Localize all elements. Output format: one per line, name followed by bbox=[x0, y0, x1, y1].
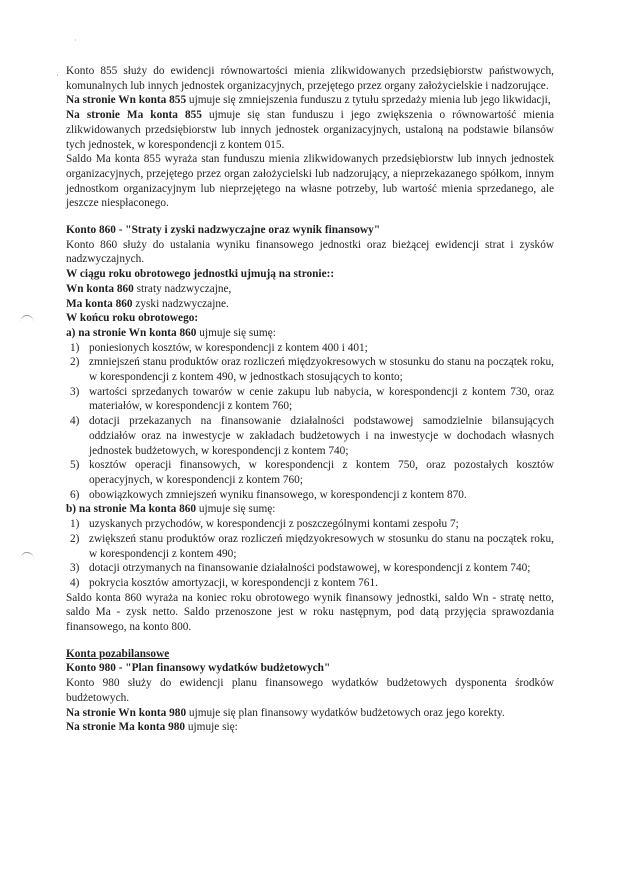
list-item bbox=[66, 488, 554, 503]
off-balance-heading: Konta pozabilansowe bbox=[66, 647, 170, 660]
list-item-text: poniesionych kosztów, w korespondencji z kontem 400 i 401; bbox=[89, 341, 368, 354]
end-year-heading: W końcu roku obrotowego: bbox=[66, 312, 199, 325]
konto-980-wn-paragraph bbox=[66, 706, 554, 721]
konto-855-wn-paragraph bbox=[66, 93, 554, 108]
konto-980-description: Konto 980 służy do ewidencji planu finansowego wydatków budżetowych dysponenta środków budżetowych. bbox=[66, 677, 554, 704]
konto-980-ma-text: ujmuje się: bbox=[185, 721, 238, 734]
list-item-number: 5) bbox=[70, 459, 80, 472]
list-item-number: 4) bbox=[70, 415, 80, 428]
list-item-number: 3) bbox=[70, 385, 80, 398]
section-a-label: a) na stronie Wn konta 860 bbox=[66, 326, 197, 339]
konto-980-title: Konto 980 - "Plan finansowy wydatków budżetowych" bbox=[66, 662, 331, 675]
konto-860-title: Konto 860 - "Straty i zyski nadzwyczajne oraz wynik finansowy" bbox=[66, 224, 381, 237]
list-item bbox=[66, 385, 554, 414]
list-item-number: 6) bbox=[70, 488, 80, 501]
list-item-text: uzyskanych przychodów, w korespondencji z poszczególnymi kontami zespołu 7; bbox=[89, 518, 459, 531]
list-item bbox=[66, 458, 554, 487]
list-item-number: 1) bbox=[70, 341, 80, 354]
section-b-heading bbox=[66, 502, 554, 517]
list-item-number: 2) bbox=[70, 356, 80, 369]
list-item-text: zwiększeń stanu produktów oraz rozliczeń międzyokresowych w stosunku do stanu na początek roku, w korespondencji z kontem 490; bbox=[89, 532, 554, 560]
list-item-text: dotacji przekazanych na finansowanie działalności podstawowej samodzielnie bilansujących oddziałów oraz na inwestycje w zakładach budżetowych i na inwestycje w dochodach własnych jednostek budżetowych, w korespondencji z kontem 740; bbox=[89, 415, 554, 457]
section-a-text: ujmuje się sumę: bbox=[196, 326, 276, 339]
section-a-list bbox=[66, 341, 554, 503]
konto-855-ma-paragraph bbox=[66, 108, 554, 152]
list-item-number: 3) bbox=[70, 562, 80, 575]
list-item bbox=[66, 355, 554, 384]
konto-980-wn-text: ujmuje się plan finansowy wydatków budżetowych oraz jego korekty. bbox=[186, 706, 505, 719]
konto-855-ma-label: Na stronie Ma konta 855 bbox=[66, 109, 202, 122]
document-page bbox=[66, 64, 554, 735]
konto-980-ma-paragraph bbox=[66, 720, 554, 735]
konto-980-wn-label: Na stronie Wn konta 980 bbox=[66, 706, 187, 719]
list-item-text: dotacji otrzymanych na finansowanie działalności podstawowej, w korespondencji z kontem 740; bbox=[89, 562, 531, 575]
konto-855-wn-label: Na stronie Wn konta 855 bbox=[66, 94, 187, 107]
list-item bbox=[66, 576, 554, 591]
list-item-text: zmniejszeń stanu produktów oraz rozliczeń międzyokresowych w stosunku do stanu na początek roku, w korespondencji z kontem 490, w jednostkach stosujących to konto; bbox=[89, 356, 554, 384]
list-item-number: 1) bbox=[70, 518, 80, 531]
konto-860-ma-text: zyski nadzwyczajne. bbox=[132, 297, 229, 310]
list-item bbox=[66, 341, 554, 356]
section-b-list bbox=[66, 517, 554, 591]
konto-860-wn-text: straty nadzwyczajne, bbox=[133, 282, 232, 295]
konto-855-ma-text: ujmuje się stan funduszu i jego zwiększenia o równowartość mienia zlikwidowanych przedsiębiorstw lub innych jednostek organizacyjnych, ustaloną na podstawie bilansów tych jednostek, w korespondencji z kontem 015. bbox=[66, 109, 555, 151]
hole-punch-mark bbox=[20, 552, 34, 567]
hole-punch-mark bbox=[20, 315, 34, 330]
konto-860-ma-label: Ma konta 860 bbox=[66, 297, 133, 310]
section-b-label: b) na stronie Ma konta 860 bbox=[66, 503, 197, 516]
list-item bbox=[66, 561, 554, 576]
konto-860-saldo-paragraph: Saldo konta 860 wyraża na koniec roku obrotowego wynik finansowy jednostki, saldo Wn - stratę netto, saldo Ma - zysk netto. Saldo przenoszone jest w roku następnym, pod datą przyjęcia sprawozdania finansowego, na konto 800. bbox=[66, 591, 554, 634]
list-item-text: obowiązkowych zmniejszeń wyniku finansowego, w korespondencji z kontem 870. bbox=[89, 488, 467, 501]
list-item bbox=[66, 532, 554, 561]
list-item-number: 4) bbox=[70, 576, 80, 589]
konto-855-saldo-paragraph: Saldo Ma konta 855 wyraża stan funduszu mienia zlikwidowanych przedsiębiorstw lub innych jednostek organizacyjnych, przejętego przez organ założycielski lub nadzorujący, a nieprzekazanego spółkom, innym jednostkom organizacyjnym lub nieprzejętego na własne potrzeby, lub wartość mienia sprzedanego, ale jeszcze niespłaconego. bbox=[66, 153, 554, 210]
konto-860-wn-line bbox=[66, 282, 554, 297]
section-b-text: ujmuje się sumę: bbox=[196, 503, 276, 516]
scan-dot-mark: · bbox=[56, 70, 59, 80]
konto-860-wn-label: Wn konta 860 bbox=[66, 282, 134, 295]
list-item bbox=[66, 414, 554, 458]
scan-dot-mark: · bbox=[74, 36, 77, 45]
konto-860-description: Konto 860 służy do ustalania wyniku finansowego jednostki oraz bieżącej ewidencji strat i zysków nadzwyczajnych. bbox=[66, 238, 554, 266]
konto-980-ma-label: Na stronie Ma konta 980 bbox=[66, 721, 186, 734]
konto-855-wn-text: ujmuje się zmniejszenia funduszu z tytułu sprzedaży mienia lub jego likwidacji, bbox=[186, 94, 551, 107]
list-item-number: 2) bbox=[70, 532, 80, 545]
during-year-heading: W ciągu roku obrotowego jednostki ujmują na stronie:: bbox=[66, 268, 335, 281]
list-item-text: kosztów operacji finansowych, w korespondencji z kontem 750, oraz pozostałych kosztów operacyjnych, w korespondencji z kontem 760; bbox=[89, 459, 554, 486]
list-item bbox=[66, 517, 554, 532]
section-a-heading bbox=[66, 326, 554, 341]
konto-855-description: Konto 855 służy do ewidencji równowartości mienia zlikwidowanych przedsiębiorstw państwowych, komunalnych lub innych jednostek organizacyjnych, przejętego przez organy założycielskie i nadzorujące. bbox=[66, 65, 554, 92]
konto-860-ma-line bbox=[66, 297, 554, 312]
list-item-text: pokrycia kosztów amortyzacji, w korespondencji z kontem 761. bbox=[89, 576, 378, 589]
list-item-text: wartości sprzedanych towarów w cenie zakupu lub nabycia, w korespondencji z kontem 730, oraz materiałów, w korespondencji z kontem 760; bbox=[89, 385, 554, 413]
